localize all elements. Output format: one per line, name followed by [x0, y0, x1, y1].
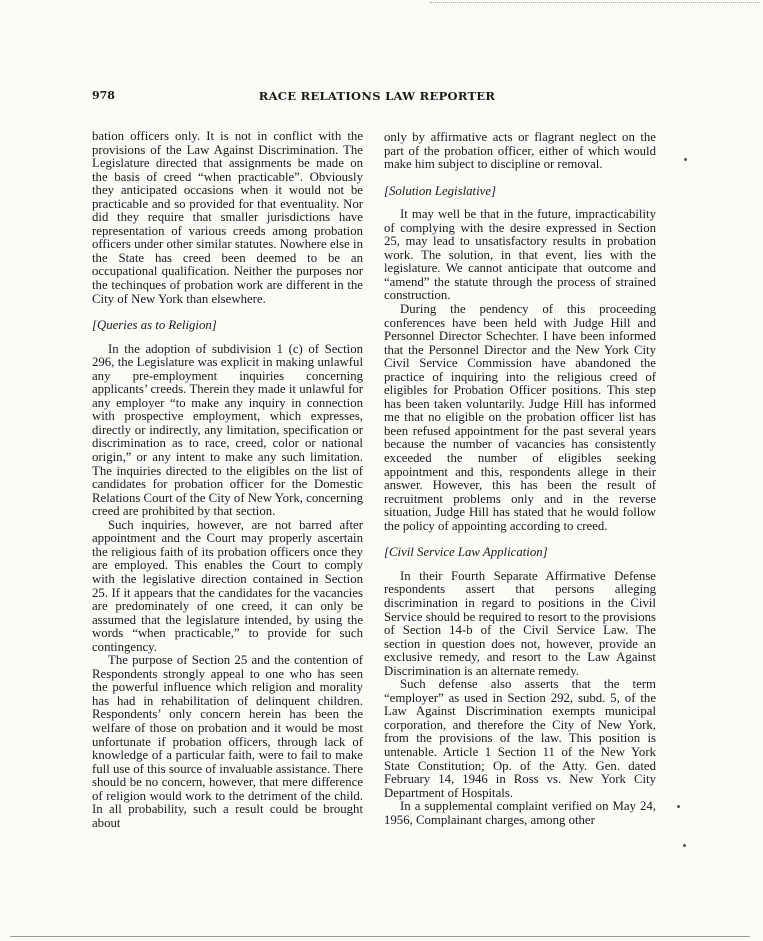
- page-header: [92, 89, 662, 105]
- right-paragraph-2: It may well be that in the future, impracticability of complying with the desire expressed in Section 25, may lead to unsatisfactory results in probation work. The solution, in that event, lies with the legislature. We cannot anticipate that outcome and “amend” the statute through the process of strained construction.: [384, 207, 656, 303]
- section-heading-solution-legislative: [Solution Legislative]: [384, 183, 496, 198]
- page-number: 978: [92, 89, 115, 102]
- scan-speck: [683, 844, 686, 847]
- scan-artifact-bottom: [10, 936, 750, 939]
- left-column: [92, 130, 363, 830]
- scan-speck: [677, 805, 680, 808]
- scan-speck: [684, 158, 687, 161]
- right-column: [384, 131, 656, 827]
- section-heading-civil-service: [Civil Service Law Application]: [384, 545, 548, 560]
- right-paragraph-3: During the pendency of this proceeding conferences have been held with Judge Hill and Personnel Director Schechter. I have been informed that the Personnel Director and the New York City Civil Service Commission have abandoned the practice of inquiring into the religious creed of eligibles for Probation Officer positions. This step has been taken voluntarily. Judge Hill has informed me that no eligible on the probation officer list has been refused appointment for the past several years because the number of vacancies has consistently exceeded the number of eligibles seeking appointment and this, respondents allege in their answer. However, this has been the result of recruitment problems only and in the reverse situation, Judge Hill has stated that he would follow the policy of appointing according to creed.: [384, 302, 656, 533]
- left-paragraph-1: bation officers only. It is not in conflict with the provisions of the Law Against Discrimination. The Legislature directed that assignments be made on the basis of creed “when practicable”. Obviously they anticipated occasions when it would not be practicable and so provided for that eventuality. Nor did they require that smaller jurisdictions have representation of various creeds among probation officers under other similar statutes. Nowhere else in the State has creed been deemed to be an occupational qualification. Neither the purposes nor the techinques of probation work are different in the City of New York than elsewhere.: [92, 129, 363, 306]
- right-paragraph-6: In a supplemental complaint verified on May 24, 1956, Complainant charges, among other: [384, 799, 656, 827]
- left-paragraph-2: In the adoption of subdivision 1 (c) of Section 296, the Legislature was explicit in making unlawful any pre-employment inquiries concerning applicants’ creeds. Therein they made it unlawful for any employer “to make any inquiry in connection with prospective employment, which expresses, directly or indirectly, any limitation, specification or discrimination as to race, creed, color or national origin,” or any intent to make any such limitation. The inquiries directed to the eligibles on the list of candidates for probation officer for the Domestic Relations Court of the City of New York, concerning creed are prohibited by that section.: [92, 341, 363, 519]
- left-paragraph-4: The purpose of Section 25 and the contention of Respondents strongly appeal to one who has seen the powerful influence which religion and morality has had in rehabilitation of delinquent children. Respondents’ only concern herein has been the welfare of those on probation and it would be most unfortunate if probation officers, through lack of knowledge of a particular faith, were to fail to make full use of this source of invaluable assistance. There should be no concern, however, that mere difference of religion would work to the detriment of the child. In all probability, such a result could be brought about: [92, 653, 363, 830]
- right-paragraph-1: only by affirmative acts or flagrant neglect on the part of the probation officer, either of which would make him subject to discipline or removal.: [384, 130, 656, 172]
- running-head: RACE RELATIONS LAW REPORTER: [258, 89, 496, 103]
- left-paragraph-3: Such inquiries, however, are not barred after appointment and the Court may properly ascertain the religious faith of its probation officers once they are employed. This enables the Court to comply with the legislative direction contained in Section 25. If it appears that the candidates for the vacancies are predominately of one creed, it can only be assumed that the legislature intended, by using the words “when practicable,” to provide for such contingency.: [92, 517, 363, 654]
- scan-artifact-top: [430, 2, 760, 5]
- right-paragraph-4: In their Fourth Separate Affirmative Defense respondents assert that persons alleging discrimination in regard to positions in the Civil Service should be required to resort to the provisions of Section 14-b of the Civil Service Law. The section in question does not, however, provide an exclusive remedy, and resort to the Law Against Discrimination is an alternate remedy.: [384, 568, 656, 678]
- right-paragraph-5: Such defense also asserts that the term “employer” as used in Section 292, subd. 5, of the Law Against Discrimination exempts municipal corporation, and therefore the City of New York, from the provisions of the law. This position is untenable. Article 1 Section 11 of the New York State Constitution; Op. of the Atty. Gen. dated February 14, 1946 in Ross vs. New York City Department of Hospitals.: [384, 677, 656, 800]
- section-heading-queries-religion: [Queries as to Religion]: [92, 318, 217, 333]
